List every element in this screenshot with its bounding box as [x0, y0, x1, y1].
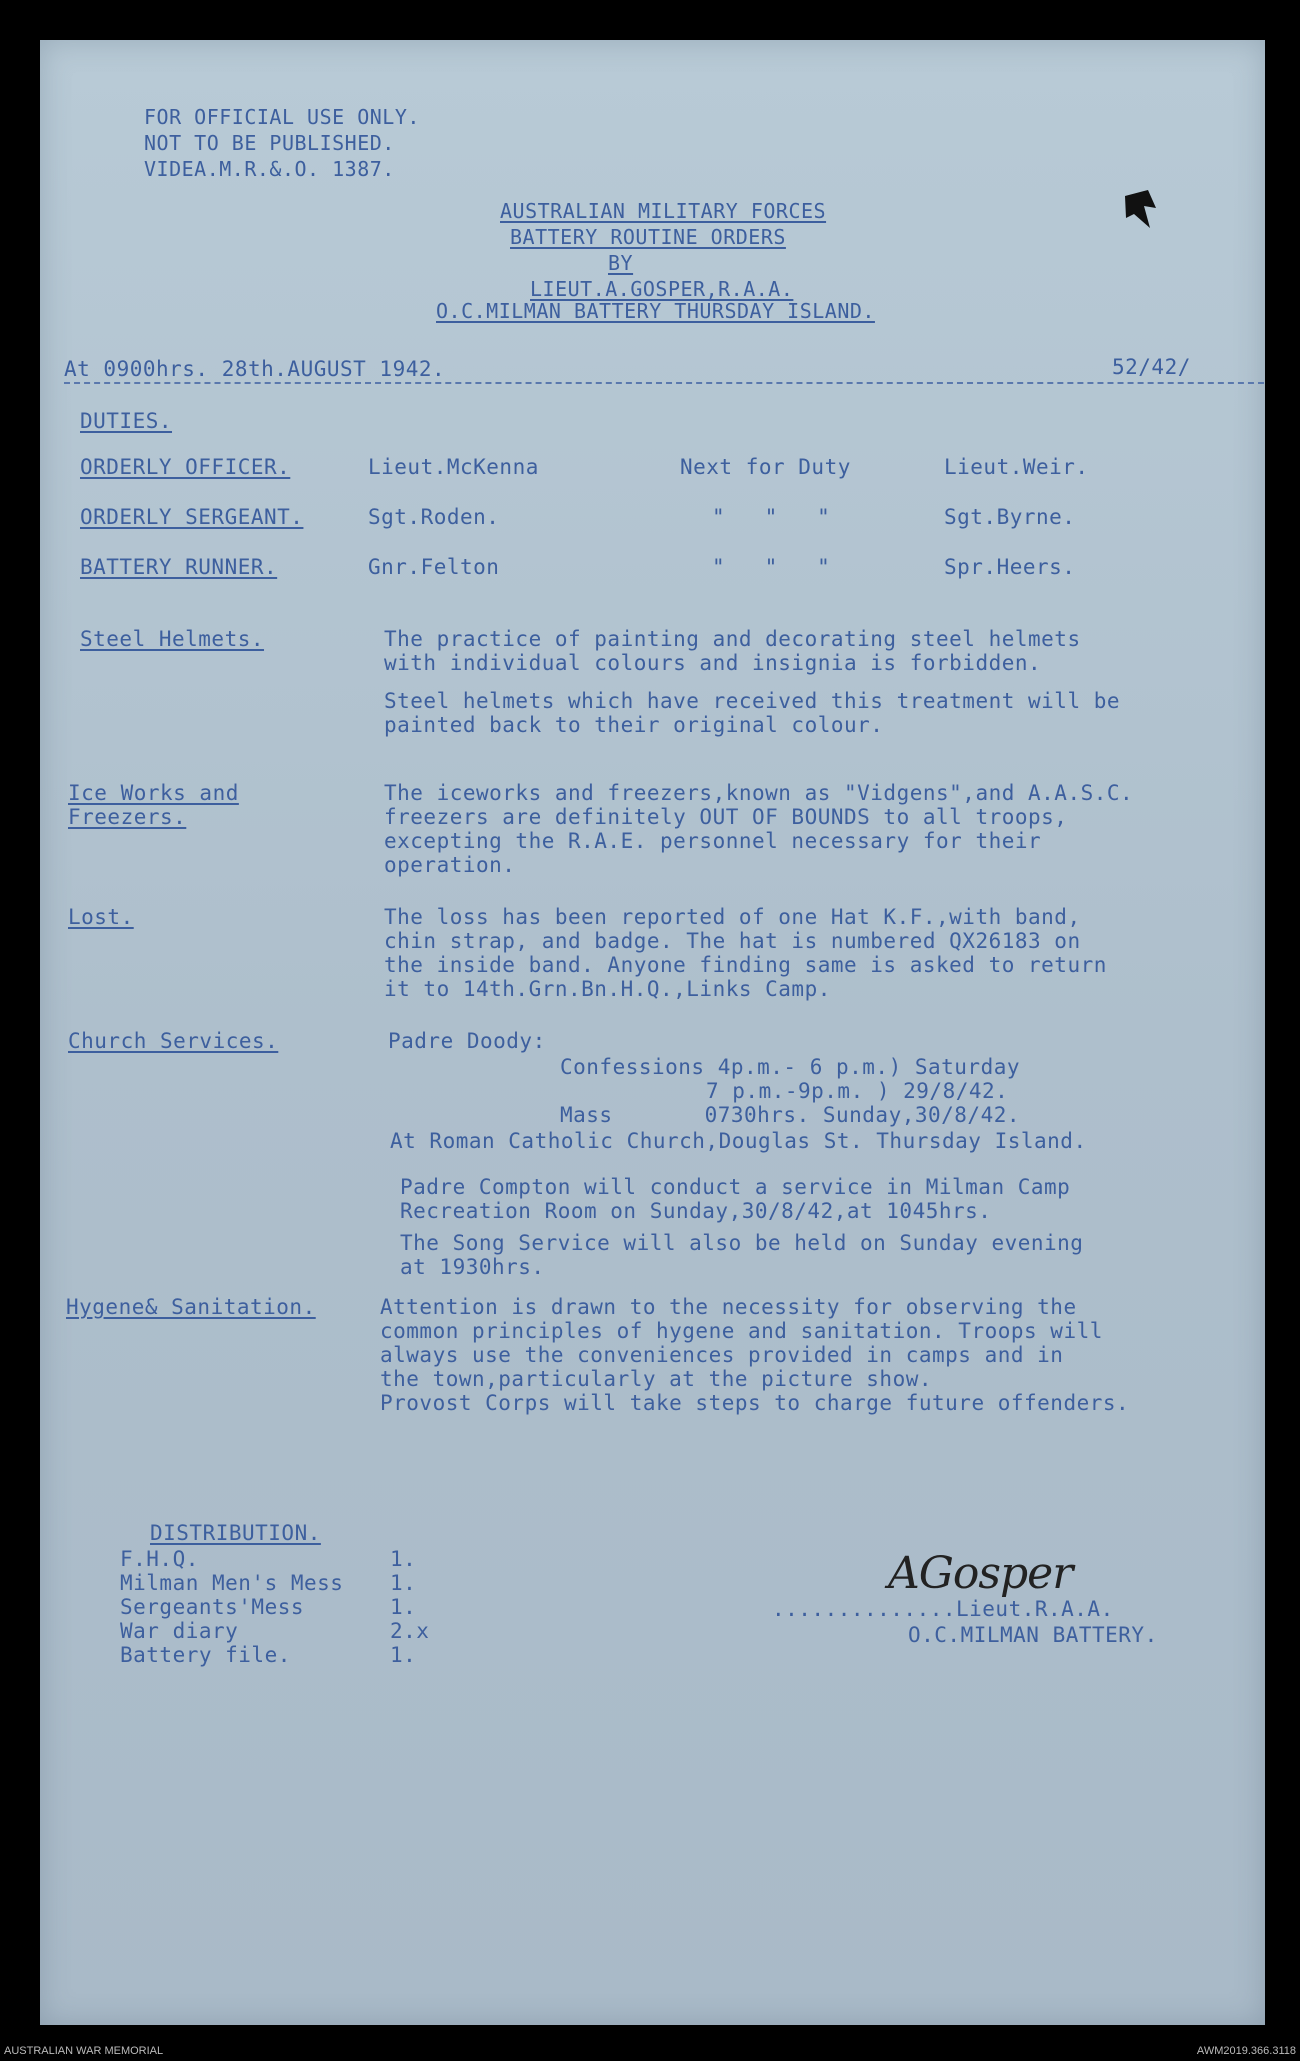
document-page	[40, 40, 1265, 2025]
church-mass: Mass 0730hrs. Sunday,30/8/42.	[560, 1103, 1021, 1127]
hygiene-line: the town,particularly at the picture show.	[380, 1367, 933, 1391]
distribution-qty: 1.	[390, 1571, 417, 1595]
distribution-qty: 1.	[390, 1595, 417, 1619]
not-published-line: NOT TO BE PUBLISHED.	[144, 131, 395, 155]
distribution-qty: 2.x	[390, 1619, 430, 1643]
title-officer: LIEUT.A.GOSPER,R.A.A.	[530, 277, 794, 301]
handwritten-signature: AGosper	[888, 1548, 1073, 1599]
title-forces: AUSTRALIAN MILITARY FORCES	[500, 199, 827, 223]
hygiene-line: common principles of hygene and sanitation. Troops will	[380, 1319, 1103, 1343]
duty-name-2: Sgt.Roden.	[368, 505, 500, 529]
duties-heading: DUTIES.	[80, 409, 173, 433]
distribution-item: War diary	[120, 1619, 239, 1643]
duty-role-3: BATTERY RUNNER.	[80, 555, 278, 579]
duty-role-1: ORDERLY OFFICER.	[80, 455, 291, 479]
hygiene-line: always use the conveniences provided in camps and in	[380, 1343, 1064, 1367]
ice-label: Freezers.	[68, 805, 187, 829]
church-song: The Song Service will also be held on Sunday evening	[400, 1231, 1084, 1255]
hygiene-line: Attention is drawn to the necessity for observing the	[380, 1295, 1077, 1319]
lost-line: chin strap, and badge. The hat is numbered QX26183 on	[384, 929, 1081, 953]
ice-label: Ice Works and	[68, 781, 239, 805]
helmets-line: with individual colours and insignia is forbidden.	[384, 651, 1042, 675]
order-number: 52/42/	[1112, 355, 1191, 379]
duty-role-2: ORDERLY SERGEANT.	[80, 505, 304, 529]
duty-next-name-3: Spr.Heers.	[944, 555, 1076, 579]
church-place: At Roman Catholic Church,Douglas St. Thursday Island.	[390, 1129, 1087, 1153]
duty-name-3: Gnr.Felton	[368, 555, 500, 579]
duty-next-3: " " "	[712, 555, 831, 579]
duty-next-name-1: Lieut.Weir.	[944, 455, 1089, 479]
distribution-item: Battery file.	[120, 1643, 291, 1667]
signature-unit: O.C.MILMAN BATTERY.	[908, 1623, 1158, 1647]
ice-line: freezers are definitely OUT OF BOUNDS to all troops,	[384, 805, 1068, 829]
helmets-label: Steel Helmets.	[80, 627, 265, 651]
lost-label: Lost.	[68, 905, 134, 929]
signature-rank: ..............Lieut.R.A.A.	[772, 1597, 1114, 1621]
church-padre: Padre Doody:	[388, 1029, 546, 1053]
church-label: Church Services.	[68, 1029, 279, 1053]
distribution-qty: 1.	[390, 1643, 417, 1667]
helmets-line: The practice of painting and decorating steel helmets	[384, 627, 1081, 651]
distribution-heading: DISTRIBUTION.	[150, 1521, 321, 1545]
duty-next-1: Next for Duty	[680, 455, 851, 479]
ice-line: The iceworks and freezers,known as "Vidgens",and A.A.S.C.	[384, 781, 1134, 805]
duty-next-name-2: Sgt.Byrne.	[944, 505, 1076, 529]
distribution-qty: 1.	[390, 1547, 417, 1571]
ice-line: operation.	[384, 853, 516, 877]
title-battery: O.C.MILMAN BATTERY THURSDAY ISLAND.	[436, 299, 875, 323]
archive-credit: AUSTRALIAN WAR MEMORIAL	[4, 2045, 164, 2057]
ice-line: excepting the R.A.E. personnel necessary for their	[384, 829, 1042, 853]
duty-next-2: " " "	[712, 505, 831, 529]
hygiene-label: Hygene& Sanitation.	[66, 1295, 316, 1319]
church-confessions-2: 7 p.m.-9p.m. ) 29/8/42.	[706, 1079, 1009, 1103]
distribution-item: Sergeants'Mess	[120, 1595, 305, 1619]
title-by: BY	[608, 251, 634, 275]
church-compton: Padre Compton will conduct a service in Milman Camp	[400, 1175, 1071, 1199]
archive-id: AWM2019.366.3118	[1196, 2045, 1296, 2057]
order-date: At 0900hrs. 28th.AUGUST 1942.	[64, 357, 446, 381]
hygiene-line: Provost Corps will take steps to charge future offenders.	[380, 1391, 1130, 1415]
official-use-line: FOR OFFICIAL USE ONLY.	[144, 105, 420, 129]
church-confessions: Confessions 4p.m.- 6 p.m.) Saturday	[560, 1055, 1021, 1079]
dateline-rule	[64, 382, 1264, 384]
helmets-line: painted back to their original colour.	[384, 713, 884, 737]
reference-line: VIDEA.M.R.&.O. 1387.	[144, 157, 395, 181]
church-song: at 1930hrs.	[400, 1255, 545, 1279]
lost-line: The loss has been reported of one Hat K.F.,with band,	[384, 905, 1081, 929]
church-compton: Recreation Room on Sunday,30/8/42,at 1045hrs.	[400, 1199, 992, 1223]
paper-damage-mark	[1120, 188, 1160, 238]
distribution-item: F.H.Q.	[120, 1547, 199, 1571]
lost-line: it to 14th.Grn.Bn.H.Q.,Links Camp.	[384, 977, 831, 1001]
lost-line: the inside band. Anyone finding same is asked to return	[384, 953, 1107, 977]
duty-name-1: Lieut.McKenna	[368, 455, 539, 479]
distribution-item: Milman Men's Mess	[120, 1571, 344, 1595]
helmets-line: Steel helmets which have received this treatment will be	[384, 689, 1121, 713]
title-orders: BATTERY ROUTINE ORDERS	[510, 225, 786, 249]
